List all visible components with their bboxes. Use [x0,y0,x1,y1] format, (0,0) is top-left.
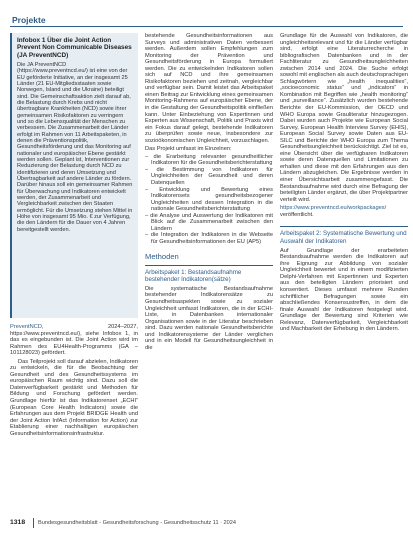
infobox-text: Die JA PreventNCD (https://www.preventncd.eu/) ist eine von der EU geförderte Initiative, an der insgesamt 25 Länder (21 EU-Mitgliedsstaaten sowie Norwegen, Island und die Ukraine) beteiligt sind. Die Gemeinschaftsaktion zielt darauf ab, die Belastung durch Krebs und nicht übertragbare Krankheiten (NCD) sowie ihrer gemeinsamen Risikofaktoren zu verringern und so die Lebensqualität der Menschen zu verbessern. Die Zusammenarbeit der Länder erfolgt im Rahmen von 11 Arbeitspaketen, in denen die Präventionspolitik, Gesundheitsförderung und das Monitoring auf nationaler und europäischer Ebene gestärkt werden sollen. Geplant ist, Interventionen zur Reduzierung der Belastung durch NCD zu identifizieren und deren Umsetzung und Übertragbarkeit auf andere Länder zu fördern. Darüber hinaus soll ein gemeinsamer Rahmen für Überwachung und Indikatoren entwickelt werden, der Zusammenarbeit und Vergleichbarkeit zwischen den Staaten ermöglicht. Für die Umsetzung stehen Mittel in Höhe von insgesamt 95 Mio. € zur Verfügung, die den Ländern für die Dauer von 4 Jahren bereitgestellt werden. [17,61,133,233]
list-item: – die Bestimmung von Indikatoren für Ungleichheiten der Gesundheit und deren Datenquellen [145,166,273,187]
list-item: – Entwicklung und Bewertung eines Indikatorensets gesundheitsbezogener Ungleichheiten und dessen Integration in die nationale Gesundheitsberichterstattung [145,186,273,213]
list-item: – die Erarbeitung relevanter gesundheitlicher Indikatoren für die Gesundheitsberichterstattung [145,153,273,167]
workpackage-2-text: Auf Grundlage der erarbeiteten Bestandsaufnahme werden die Indikatoren auf ihre Eignung zur Abbildung von sozialer Ungleichheit bewertet und in einem modifizierten Delphi-Verfahren mit Expertinnen und Experten aus den beteiligten Ländern priorisiert und konsentiert. Dieses umfasst mehrere Runden schriftlicher Befragungen sowie ein abschließendes Konsensustreffen, in dem die finale Auswahl der Indikatoren festgelegt wird. Grundlage der Bewertung sind Kriterien wie Relevanz, Datenverfügbarkeit, Vergleichbarkeit und Machbarkeit der Erhebung in den Ländern. [280,247,408,333]
column-1 [10,33,138,437]
col2-list-intro: Das Projekt umfasst im Einzelnen: [145,146,232,153]
workpackage-2-title: Arbeitspaket 2: Systematische Bewertung und Auswahl der Indikatoren [280,230,407,245]
section-header [10,11,404,29]
workpackage-1-title: Arbeitspaket 1: Bestandsaufnahme bestehender Indikatoren(sätze) [145,268,242,283]
col3-paragraph-1: Grundlage für die Auswahl von Indikatoren, die ungleichheitsrelevant und für die Länder verfügbar sind, erfolgt eine Literaturrecherche in bibliografischen Datenbanken und in der Fachliteratur zu Gesundheitsungleichheiten zwischen 2014 und 2024. Die Suche erfolgt sowohl mit englischen als auch deutschsprachigen Schlagwörtern wie „health inequalities“, „socioeconomic status“ und „indicators“ in Kombination mit Begriffen wie „health monitoring“ und „surveillance“. Zusätzlich wurden bestehende Berichte der EU-Kommission, der OECD und WHO Europa sowie Grauliteratur hinzugezogen. Dabei wurden auch Projekte wie European Social Survey, European Health Interview Survey (EHIS), European Social Survey sowie Daten aus EU-SILC und Berichte der WHO Europa zum Thema Gesundheitsungleichheit berücksichtigt. Ziel ist es, eine Übersicht über die verfügbaren Indikatoren sowie deren Datenquellen und Limitationen zu erhalten und diese mit den Erfahrungen aus den Ländern abzugleichen. Die Ergebnisse werden in einer Übersichtsarbeit zusammengefasst. Die Bestandsaufnahme wird durch eine Befragung der beteiligten Länder ergänzt, die über Projektpartner verteilt wird. [280,33,408,203]
col3-link-after: veröffentlicht. [280,211,314,218]
col1-paragraph-2: Das Teilprojekt soll darauf abzielen, Indikatoren zu entwickeln, die für die Beobachtung der Gesundheit und des Gesundheitssystems im europäischen Raum wichtig sind. Dazu soll die Datenverfügbarkeit gestärkt und Methoden für Bildung und Forschung gefördert werden. Grundlage hierfür ist das Indikatorenset „ECHI“ (European Core Health Indicators) sowie die Erfahrungen aus dem Projekt BRIDGE Health und der Joint Action InfAct (Information for Action) zur Etablierung einer nachhaltigen europäischen Gesundheitsinformationsinfrastruktur. [10,358,138,437]
workpackages-link[interactable]: https://www.preventncd.eu/workpackages/ [280,205,387,212]
section-label: Projekte [12,15,46,25]
col1-paragraph-1-text: , 2024–2027, https://www.preventncd.eu/), siehe Infobox 1, in das es eingebunden ist. Die Joint Action wird im Rahmen des EU4Health-Programms (GA – 101128023) gefördert. [10,324,138,357]
infobox [10,33,138,318]
column-2 [145,33,273,351]
infobox-title: Infobox 1 Über die Joint Action Prevent Non Communicable Diseases (JA PreventNCD) [17,37,132,59]
col1-paragraph-1 [10,324,138,357]
workpackage-1-text: Die systematische Bestandsaufnahme bestehender Indikatorensätze zu Gesundheitsaspekten sowie zu sozialer Ungleichheit umfasst Indikatoren, die in der ECHI-Liste, in Datenbanken internationaler Organisationen sowie in der Literatur beschrieben sind. Dazu werden nationale Gesundheitsberichte und Indikatorensysteme der Länder verglichen und in ein Modell für Gesundheitsungleichheit in die [145,285,273,351]
preventncd-link[interactable]: PreventNCD [10,324,42,330]
workpackage-2 [280,226,408,333]
col3-link-line [280,205,408,218]
project-list [145,154,273,246]
journal-name: Bundesgesundheitsblatt - Gesundheitsforschung - Gesundheitsschutz 11 · 2024 [38,520,236,526]
list-item: – die Analyse und Auswertung der Indikatoren mit Blick auf die Zusammenarbeit zwischen den Ländern [145,212,273,232]
column-3 [280,33,408,333]
list-item: – die Integration der Indikatoren in die Webseite für Gesundheitsinformationen der EU (AP5) [145,232,273,245]
workpackage-1 [145,265,273,352]
footer-separator [33,518,34,528]
methods-heading: Methoden [145,251,179,261]
section-rule [10,26,403,27]
page-footer [10,517,404,531]
col2-paragraph-1: bestehende Gesundheitsinformationen aus Surveys und administrativen Daten verbessert werden. Außerdem sollen Empfehlungen zum Monitoring der Prävention und Gesundheitsförderung in Europa formuliert werden. Die zu entwickelnden Indikatoren sollen sich auf NCD und ihre gemeinsamen Risikofaktoren beziehen und zeitnah, vergleichbar und verfügbar sein. Damit leistet das Arbeitspaket einen Beitrag zur Entwicklung eines gemeinsamen Monitoring-Rahmens auf europäischer Ebene, der in die Gestaltung der Gesundheitspolitik einfließen kann. Unter Einbeziehung von Expertinnen und Experten aus Wissenschaft, Politik und Praxis wird ein Fokus darauf gelegt, bestehende Indikatoren zu überprüfen sowie neue, insbesondere zur sozioökonomischen Ungleichheit, vorzuschlagen. [145,33,273,144]
page-number: 1318 [10,519,26,526]
